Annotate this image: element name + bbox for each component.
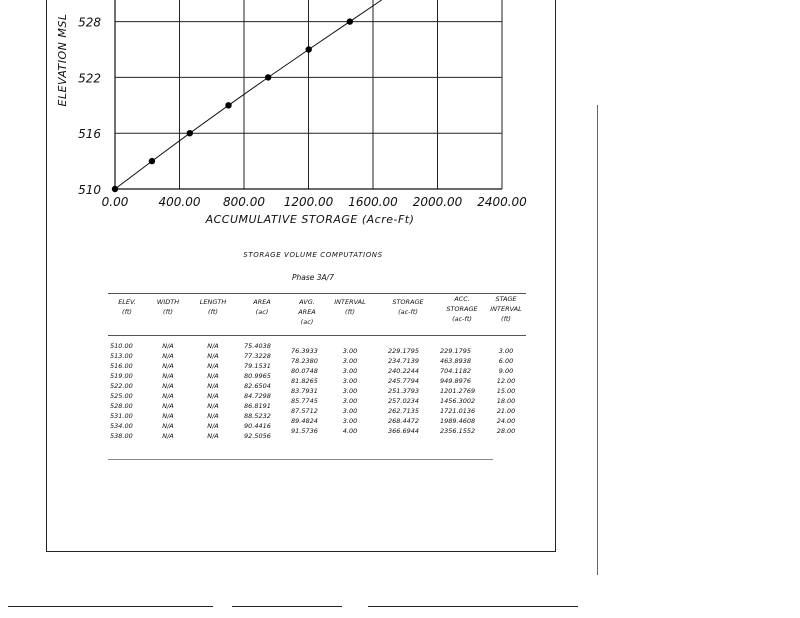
table-cell: 704.1182 bbox=[440, 367, 472, 375]
table-cell: N/A bbox=[162, 412, 174, 420]
table-cell: 3.00 bbox=[342, 387, 358, 395]
table-cell: 1989.4608 bbox=[440, 417, 476, 425]
table-cell: 12.00 bbox=[496, 377, 516, 385]
y-axis-title: ELEVATION MSL bbox=[56, 13, 69, 107]
x-tick-label: 2000.00 bbox=[412, 195, 463, 209]
table-cell: 80.0748 bbox=[291, 367, 318, 375]
table-cell: 92.5056 bbox=[244, 432, 271, 440]
table-cell: N/A bbox=[207, 422, 219, 430]
data-point bbox=[112, 186, 118, 192]
table-cell: N/A bbox=[207, 342, 219, 350]
table-cell: 513.00 bbox=[110, 352, 133, 360]
table-cell: 519.00 bbox=[110, 372, 133, 380]
elevation-storage-chart bbox=[0, 0, 600, 235]
data-point bbox=[187, 130, 193, 136]
x-tick-label: 1200.00 bbox=[283, 195, 334, 209]
table-cell: 1201.2769 bbox=[440, 387, 476, 395]
table-cell: 28.00 bbox=[496, 427, 516, 435]
data-point bbox=[306, 46, 312, 52]
table-cell: N/A bbox=[162, 392, 174, 400]
column-header: AVG. AREA (ac) bbox=[298, 298, 316, 326]
table-cell: 24.00 bbox=[496, 417, 516, 425]
table-cell: 75.4038 bbox=[244, 342, 271, 350]
table-cell: 531.00 bbox=[110, 412, 133, 420]
column-header: STORAGE (ac-ft) bbox=[392, 298, 424, 316]
header-rule-top bbox=[108, 293, 526, 294]
table-cell: 3.00 bbox=[342, 417, 358, 425]
table-cell: N/A bbox=[162, 362, 174, 370]
table-cell: 229.1795 bbox=[440, 347, 472, 355]
table-cell: N/A bbox=[207, 392, 219, 400]
x-tick-label: 800.00 bbox=[223, 195, 265, 209]
y-tick-label: 528 bbox=[78, 15, 101, 30]
table-cell: 87.5712 bbox=[291, 407, 318, 415]
table-cell: 949.8976 bbox=[440, 377, 472, 385]
table-cell: 4.00 bbox=[342, 427, 358, 435]
column-header: STAGE INTERVAL (ft) bbox=[490, 295, 522, 323]
table-cell: 240.2244 bbox=[388, 367, 420, 375]
table-cell: 268.4472 bbox=[388, 417, 420, 425]
table-cell: N/A bbox=[207, 362, 219, 370]
table-cell: 79.1531 bbox=[244, 362, 271, 370]
table-cell: N/A bbox=[162, 432, 174, 440]
table-cell: N/A bbox=[207, 412, 219, 420]
page-edge-bottom-1 bbox=[8, 606, 213, 607]
table-cell: 257.0234 bbox=[388, 397, 420, 405]
chart-grid bbox=[115, 0, 502, 189]
data-point bbox=[265, 74, 271, 80]
table-cell: N/A bbox=[207, 432, 219, 440]
table-cell: 516.00 bbox=[110, 362, 133, 370]
y-tick-label: 510 bbox=[78, 183, 101, 197]
table-cell: 15.00 bbox=[496, 387, 516, 395]
x-tick-label: 2400.00 bbox=[477, 195, 527, 209]
table-cell: N/A bbox=[162, 352, 174, 360]
column-header: ACC. STORAGE (ac-ft) bbox=[446, 295, 478, 323]
column-header: ELEV. (ft) bbox=[118, 298, 136, 316]
table-cell: 82.6504 bbox=[244, 382, 271, 390]
table-cell: 234.7139 bbox=[388, 357, 420, 365]
table-cell: 528.00 bbox=[110, 402, 133, 410]
table-cell: 3.00 bbox=[342, 357, 358, 365]
column-header: AREA (ac) bbox=[253, 298, 271, 316]
table-title: STORAGE VOLUME COMPUTATIONS bbox=[243, 251, 383, 259]
table-cell: 9.00 bbox=[498, 367, 514, 375]
table-cell: 3.00 bbox=[342, 407, 358, 415]
column-header: INTERVAL (ft) bbox=[334, 298, 366, 316]
data-point bbox=[149, 158, 155, 164]
table-cell: N/A bbox=[207, 382, 219, 390]
table-cell: 229.1795 bbox=[388, 347, 420, 355]
table-cell: 463.8938 bbox=[440, 357, 472, 365]
table-cell: 83.7931 bbox=[291, 387, 318, 395]
header-rule-bottom bbox=[108, 335, 526, 336]
table-cell: 78.2380 bbox=[291, 357, 318, 365]
column-header: WIDTH (ft) bbox=[156, 298, 180, 316]
table-cell: N/A bbox=[162, 342, 174, 350]
table-cell: 1456.3002 bbox=[440, 397, 476, 405]
table-cell: 3.00 bbox=[342, 377, 358, 385]
table-cell: 262.7135 bbox=[388, 407, 420, 415]
table-cell: 80.9965 bbox=[244, 372, 271, 380]
table-cell: N/A bbox=[162, 382, 174, 390]
table-cell: 2356.1552 bbox=[440, 427, 476, 435]
table-cell: 1721.0136 bbox=[440, 407, 476, 415]
table-cell: 538.00 bbox=[110, 432, 133, 440]
table-cell: N/A bbox=[162, 372, 174, 380]
table-cell: 3.00 bbox=[498, 347, 514, 355]
table-cell: 18.00 bbox=[496, 397, 516, 405]
x-axis-title: ACCUMULATIVE STORAGE (Acre-Ft) bbox=[205, 213, 415, 226]
table-cell: 21.00 bbox=[496, 407, 516, 415]
table-cell: 81.8265 bbox=[291, 377, 318, 385]
table-cell: 534.00 bbox=[110, 422, 133, 430]
table-cell: 510.00 bbox=[110, 342, 133, 350]
column-header: LENGTH (ft) bbox=[199, 298, 227, 316]
table-cell: 77.3228 bbox=[244, 352, 271, 360]
data-point bbox=[225, 102, 231, 108]
table-cell: 366.6944 bbox=[388, 427, 420, 435]
table-cell: 89.4824 bbox=[291, 417, 318, 425]
table-cell: 76.3933 bbox=[291, 347, 318, 355]
chart-ticks bbox=[78, 16, 527, 209]
table-cell: 251.3793 bbox=[388, 387, 420, 395]
phase-label: Phase 3A/7 bbox=[292, 273, 334, 282]
table-cell: 525.00 bbox=[110, 392, 133, 400]
y-tick-label: 522 bbox=[78, 71, 101, 86]
table-cell: 3.00 bbox=[342, 347, 358, 355]
table-cell: N/A bbox=[207, 402, 219, 410]
table-cell: 522.00 bbox=[110, 382, 133, 390]
table-cell: N/A bbox=[162, 422, 174, 430]
x-tick-label: 400.00 bbox=[158, 195, 201, 209]
table-cell: 90.4416 bbox=[244, 422, 271, 430]
page-border-bottom bbox=[46, 551, 556, 552]
table-rule-bottom bbox=[108, 459, 493, 460]
table-cell: 3.00 bbox=[342, 397, 358, 405]
table-cell: N/A bbox=[162, 402, 174, 410]
table-cell: 91.5736 bbox=[291, 427, 318, 435]
data-point bbox=[347, 18, 353, 24]
table-cell: N/A bbox=[207, 352, 219, 360]
x-tick-label: 1600.00 bbox=[348, 195, 398, 209]
table-cell: N/A bbox=[207, 372, 219, 380]
table-cell: 84.7298 bbox=[244, 392, 271, 400]
page-edge-bottom-3 bbox=[368, 606, 578, 607]
page-edge-bottom-2 bbox=[232, 606, 342, 607]
x-tick-label: 0.00 bbox=[101, 195, 129, 209]
table-cell: 3.00 bbox=[342, 367, 358, 375]
table-cell: 245.7794 bbox=[388, 377, 420, 385]
table-cell: 88.5232 bbox=[244, 412, 271, 420]
table-cell: 6.00 bbox=[498, 357, 514, 365]
table-cell: 85.7745 bbox=[291, 397, 318, 405]
y-tick-label: 516 bbox=[78, 127, 101, 142]
table-cell: 86.8191 bbox=[244, 402, 271, 410]
